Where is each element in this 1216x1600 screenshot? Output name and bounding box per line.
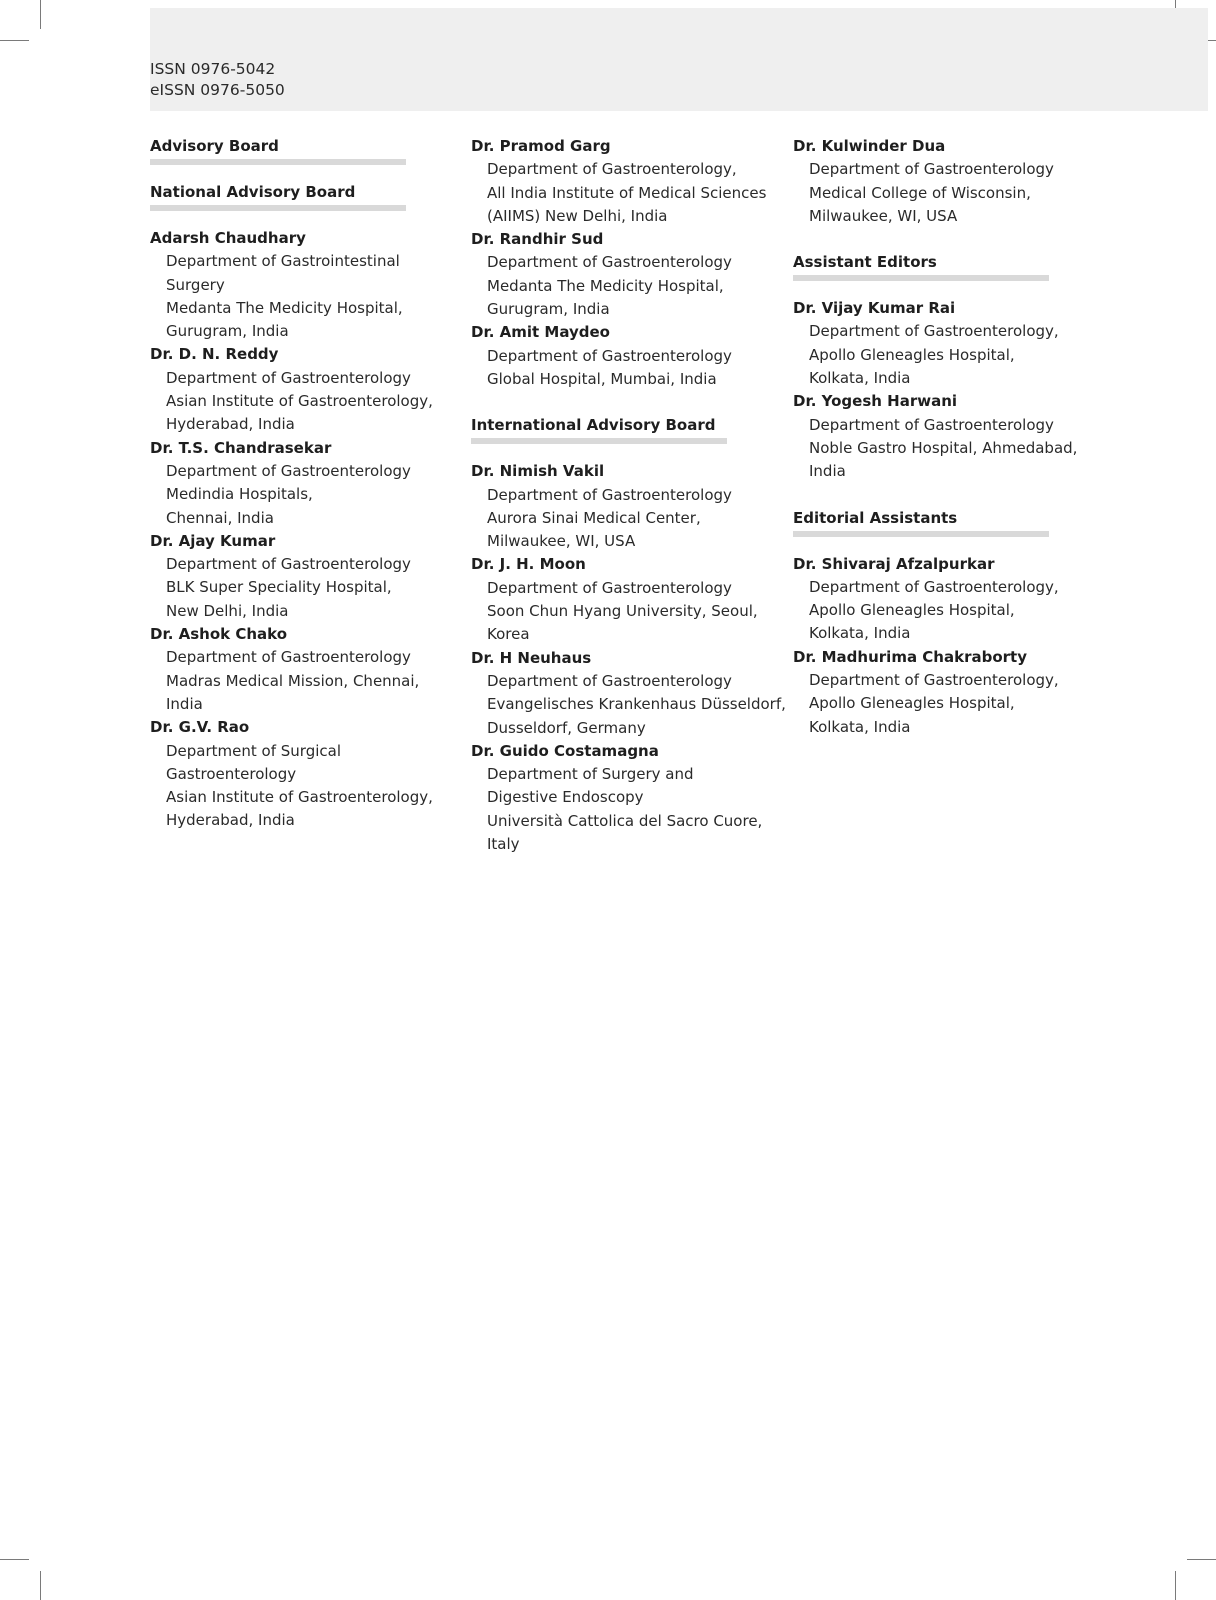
issn-print: ISSN 0976-5042 — [150, 60, 276, 78]
person-name: Dr. Shivaraj Afzalpurkar — [793, 554, 995, 573]
affiliation-line: Medanta The Medicity Hospital, — [166, 298, 403, 317]
section-divider — [150, 205, 406, 211]
affiliation-line: Department of Surgical — [166, 741, 341, 760]
affiliation-line: Asian Institute of Gastroenterology, — [166, 392, 433, 411]
crop-mark-bottom-left-v — [40, 1571, 41, 1600]
person-name: Dr. Nimish Vakil — [471, 462, 605, 481]
person-name: Dr. G.V. Rao — [150, 718, 250, 737]
affiliation-line: Department of Gastroenterology, — [487, 160, 737, 179]
affiliation-line: Hyderabad, India — [166, 415, 295, 434]
affiliation-line: Dusseldorf, Germany — [487, 718, 646, 737]
crop-mark-top-left-h — [0, 40, 29, 41]
affiliation-line: Department of Gastroenterology, — [809, 322, 1059, 341]
affiliation-line: Department of Gastroenterology — [487, 671, 732, 690]
affiliation-line: Kolkata, India — [809, 717, 911, 736]
person-name: Dr. Ashok Chako — [150, 625, 288, 644]
header-band — [150, 8, 1208, 111]
affiliation-line: Department of Gastroenterology — [166, 461, 411, 480]
people-list — [471, 135, 781, 391]
person-entry — [471, 740, 781, 856]
section-title-editorial-assistants: Editorial Assistants — [793, 508, 958, 527]
person-name: Dr. Vijay Kumar Rai — [793, 299, 956, 318]
crop-mark-top-left-v — [40, 0, 41, 29]
affiliation-line: Digestive Endoscopy — [487, 788, 644, 807]
affiliation-line: Department of Gastroenterology — [166, 648, 411, 667]
affiliation-line: Milwaukee, WI, USA — [809, 206, 958, 225]
person-name: Dr. H Neuhaus — [471, 648, 592, 667]
person-entry — [471, 321, 781, 391]
section-divider — [793, 531, 1049, 537]
affiliation-line: Noble Gastro Hospital, Ahmedabad, — [809, 438, 1078, 457]
affiliation-line: Gurugram, India — [166, 322, 289, 341]
affiliation-line: Department of Gastroenterology — [809, 160, 1054, 179]
column-national-advisory — [150, 135, 460, 833]
person-entry — [471, 135, 781, 228]
affiliation-line: Italy — [487, 835, 520, 854]
person-name: Dr. Randhir Sud — [471, 230, 604, 249]
affiliation-line: Global Hospital, Mumbai, India — [487, 369, 717, 388]
person-name: Dr. Kulwinder Dua — [793, 137, 946, 155]
affiliation-line: Aurora Sinai Medical Center, — [487, 508, 701, 527]
affiliation-line: Department of Gastroenterology — [487, 485, 732, 504]
affiliation-line: Department of Gastroenterology, — [809, 577, 1059, 596]
affiliation-line: India — [809, 462, 846, 481]
affiliation-line: Surgery — [166, 275, 225, 294]
affiliation-line: Department of Gastroenterology — [487, 578, 732, 597]
person-entry — [150, 716, 460, 832]
section-divider — [150, 159, 406, 165]
affiliation-line: Gastroenterology — [166, 764, 297, 783]
person-entry — [150, 343, 460, 436]
person-entry — [793, 553, 1103, 646]
affiliation-line: Evangelisches Krankenhaus Düsseldorf, — [487, 695, 786, 714]
affiliation-line: Milwaukee, WI, USA — [487, 532, 636, 551]
people-list — [793, 553, 1103, 739]
issn-block — [150, 59, 285, 101]
crop-mark-bottom-right-v — [1175, 1571, 1176, 1600]
person-entry — [793, 646, 1103, 739]
affiliation-line: Department of Gastroenterology — [487, 346, 732, 365]
affiliation-line: Gurugram, India — [487, 300, 610, 319]
affiliation-line: Department of Gastrointestinal — [166, 252, 400, 271]
column-editors — [793, 135, 1103, 739]
affiliation-line: New Delhi, India — [166, 601, 289, 620]
affiliation-line: Apollo Gleneagles Hospital, — [809, 601, 1015, 620]
section-title-national-advisory-board: National Advisory Board — [150, 183, 356, 201]
crop-mark-bottom-right-h — [1187, 1559, 1216, 1560]
affiliation-line: Madras Medical Mission, Chennai, — [166, 671, 420, 690]
column-international-advisory — [471, 135, 786, 856]
affiliation-line: Apollo Gleneagles Hospital, — [809, 345, 1015, 364]
person-entry — [471, 228, 781, 321]
person-entry — [150, 227, 460, 343]
affiliation-line: (AIIMS) New Delhi, India — [487, 206, 668, 225]
people-list — [793, 297, 1103, 483]
affiliation-line: India — [166, 694, 203, 713]
affiliation-line: Department of Gastroenterology — [166, 368, 411, 387]
person-name: Dr. Pramod Garg — [471, 137, 611, 155]
affiliation-line: Department of Gastroenterology, — [809, 671, 1059, 690]
affiliation-line: Medical College of Wisconsin, — [809, 183, 1031, 202]
affiliation-line: Department of Gastroenterology — [166, 555, 411, 574]
people-list — [793, 135, 1103, 228]
person-name: Dr. Amit Maydeo — [471, 323, 610, 342]
person-entry — [793, 297, 1103, 390]
person-entry — [471, 553, 781, 646]
person-name: Adarsh Chaudhary — [150, 229, 306, 247]
affiliation-line: Medindia Hospitals, — [166, 485, 313, 504]
affiliation-line: Department of Gastroenterology — [487, 253, 732, 272]
person-name: Dr. D. N. Reddy — [150, 345, 279, 364]
affiliation-line: Università Cattolica del Sacro Cuore, — [487, 811, 763, 830]
affiliation-line: Hyderabad, India — [166, 811, 295, 830]
person-name: Dr. T.S. Chandrasekar — [150, 438, 332, 457]
person-name: Dr. Ajay Kumar — [150, 531, 276, 550]
affiliation-line: BLK Super Speciality Hospital, — [166, 578, 392, 597]
affiliation-line: Medanta The Medicity Hospital, — [487, 276, 724, 295]
section-title-advisory-board: Advisory Board — [150, 137, 279, 155]
affiliation-line: Kolkata, India — [809, 369, 911, 388]
affiliation-line: Department of Gastroenterology — [809, 415, 1054, 434]
section-title-international-advisory-board: International Advisory Board — [471, 416, 716, 435]
section-title-assistant-editors: Assistant Editors — [793, 253, 937, 272]
affiliation-line: Kolkata, India — [809, 624, 911, 643]
person-entry — [471, 647, 786, 740]
affiliation-line: Department of Surgery and — [487, 765, 694, 784]
person-entry — [150, 530, 460, 623]
person-entry — [793, 135, 1103, 228]
person-name: Dr. Yogesh Harwani — [793, 392, 958, 411]
affiliation-line: Chennai, India — [166, 508, 274, 527]
issn-electronic: eISSN 0976-5050 — [150, 81, 285, 99]
affiliation-line: Asian Institute of Gastroenterology, — [166, 788, 433, 807]
affiliation-line: Apollo Gleneagles Hospital, — [809, 694, 1015, 713]
affiliation-line: All India Institute of Medical Sciences — [487, 183, 767, 202]
affiliation-line: Korea — [487, 625, 530, 644]
crop-mark-bottom-left-h — [0, 1559, 29, 1560]
person-name: Dr. J. H. Moon — [471, 555, 586, 574]
person-entry — [471, 460, 781, 553]
affiliation-line: Soon Chun Hyang University, Seoul, — [487, 602, 758, 621]
people-list — [471, 460, 786, 856]
section-divider — [793, 275, 1049, 281]
people-list — [150, 227, 460, 833]
person-entry — [150, 623, 460, 716]
person-entry — [150, 437, 460, 530]
section-divider — [471, 438, 727, 444]
person-name: Dr. Guido Costamagna — [471, 741, 659, 760]
person-entry — [793, 390, 1103, 483]
person-name: Dr. Madhurima Chakraborty — [793, 647, 1027, 666]
